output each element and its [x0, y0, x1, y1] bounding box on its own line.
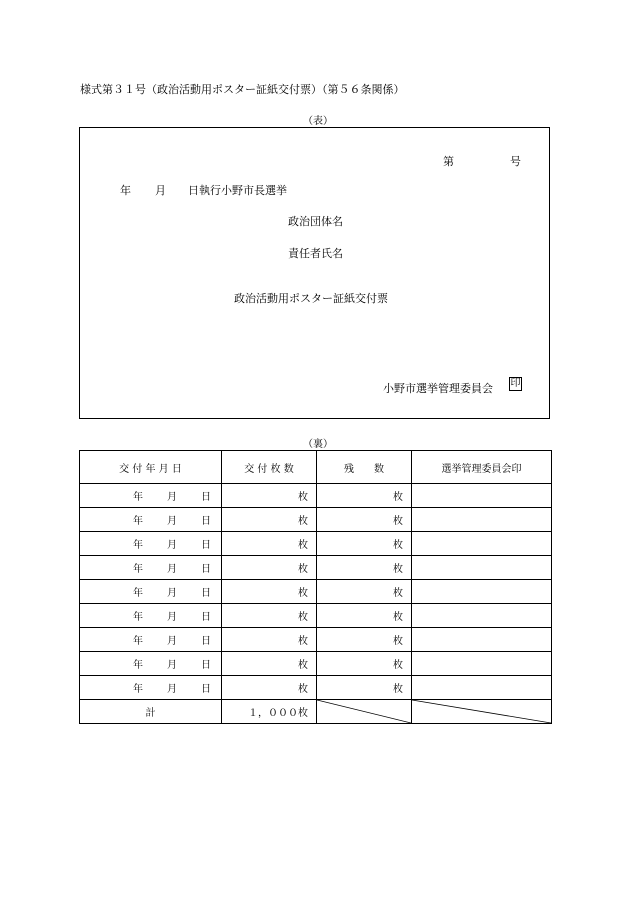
issued-count-cell: 枚	[222, 676, 317, 700]
seal-cell	[412, 652, 552, 676]
election-name: 日執行小野市長選挙	[188, 184, 287, 197]
date-month: 月	[167, 684, 177, 695]
date-year: 年	[133, 588, 143, 599]
total-label: 計	[80, 700, 222, 724]
date-month: 月	[167, 660, 177, 671]
table-row	[80, 628, 552, 652]
front-side-label: （表）	[303, 116, 333, 127]
table-row	[80, 604, 552, 628]
date-day: 日	[201, 684, 211, 695]
diagonal-line	[317, 700, 411, 723]
issued-count-cell: 枚	[222, 508, 317, 532]
remaining-cell: 枚	[317, 628, 412, 652]
back-side-label: （裏）	[303, 439, 333, 450]
issued-count-cell: 枚	[222, 532, 317, 556]
total-value: １，０００枚	[222, 700, 317, 724]
date-year: 年	[133, 612, 143, 623]
org-name-label: 政治団体名	[288, 215, 343, 228]
issue-date-cell	[80, 652, 222, 676]
date-year: 年	[133, 684, 143, 695]
issuance-record-table	[79, 450, 552, 724]
table-row	[80, 652, 552, 676]
date-day: 日	[201, 660, 211, 671]
seal-cell	[412, 556, 552, 580]
total-row	[80, 700, 552, 724]
table-row	[80, 508, 552, 532]
issued-count-cell: 枚	[222, 556, 317, 580]
date-day: 日	[201, 492, 211, 503]
election-month: 月	[155, 184, 166, 197]
diagonal-line	[412, 700, 551, 723]
remaining-cell: 枚	[317, 676, 412, 700]
date-day: 日	[201, 564, 211, 575]
date-month: 月	[167, 588, 177, 599]
date-month: 月	[167, 564, 177, 575]
seal-cell	[412, 676, 552, 700]
date-year: 年	[133, 660, 143, 671]
date-day: 日	[201, 516, 211, 527]
seal-cell	[412, 484, 552, 508]
date-month: 月	[167, 516, 177, 527]
issue-date-cell	[80, 676, 222, 700]
issue-date-cell	[80, 556, 222, 580]
date-year: 年	[133, 564, 143, 575]
issued-count-cell: 枚	[222, 604, 317, 628]
header-committee-seal: 選挙管理委員会印	[412, 451, 552, 484]
seal-cell	[412, 628, 552, 652]
seal-cell	[412, 532, 552, 556]
ticket-number-line	[443, 153, 521, 169]
number-prefix: 第	[443, 155, 454, 168]
date-year: 年	[133, 636, 143, 647]
issue-date-cell	[80, 532, 222, 556]
issue-date-cell	[80, 604, 222, 628]
table-row	[80, 532, 552, 556]
header-issue-date: 交 付 年 月 日	[80, 451, 222, 484]
table-row	[80, 484, 552, 508]
issue-date-cell	[80, 484, 222, 508]
seal-box: 印	[510, 378, 521, 389]
date-year: 年	[133, 516, 143, 527]
issue-date-cell	[80, 580, 222, 604]
table-row	[80, 676, 552, 700]
date-month: 月	[167, 612, 177, 623]
remaining-cell: 枚	[317, 508, 412, 532]
issued-count-cell: 枚	[222, 628, 317, 652]
representative-label: 責任者氏名	[288, 247, 343, 260]
header-remaining: 残 数	[317, 451, 412, 484]
date-day: 日	[201, 588, 211, 599]
date-day: 日	[201, 636, 211, 647]
issue-date-cell	[80, 508, 222, 532]
date-year: 年	[133, 492, 143, 503]
table-row	[80, 556, 552, 580]
remaining-cell: 枚	[317, 604, 412, 628]
date-month: 月	[167, 492, 177, 503]
header-issued-count: 交 付 枚 数	[222, 451, 317, 484]
remaining-cell: 枚	[317, 580, 412, 604]
date-year: 年	[133, 540, 143, 551]
total-remaining-blank	[317, 700, 412, 724]
date-day: 日	[201, 612, 211, 623]
table-header-row	[80, 451, 552, 484]
table-row	[80, 580, 552, 604]
front-ticket-box	[79, 127, 550, 419]
remaining-cell: 枚	[317, 652, 412, 676]
issue-date-cell	[80, 628, 222, 652]
remaining-cell: 枚	[317, 556, 412, 580]
issued-count-cell: 枚	[222, 484, 317, 508]
seal-cell	[412, 508, 552, 532]
date-month: 月	[167, 636, 177, 647]
date-day: 日	[201, 540, 211, 551]
seal-cell	[412, 604, 552, 628]
election-date-line	[120, 182, 287, 198]
remaining-cell: 枚	[317, 532, 412, 556]
date-month: 月	[167, 540, 177, 551]
committee-name: 小野市選挙管理委員会	[383, 382, 493, 395]
issued-count-cell: 枚	[222, 580, 317, 604]
ticket-title: 政治活動用ポスター証紙交付票	[234, 292, 388, 305]
remaining-cell: 枚	[317, 484, 412, 508]
election-year: 年	[120, 184, 131, 197]
seal-cell	[412, 580, 552, 604]
form-title: 様式第３１号（政治活動用ポスター証紙交付票）（第５６条関係）	[80, 83, 405, 96]
issued-count-cell: 枚	[222, 652, 317, 676]
total-seal-blank	[412, 700, 552, 724]
number-suffix: 号	[510, 155, 521, 168]
